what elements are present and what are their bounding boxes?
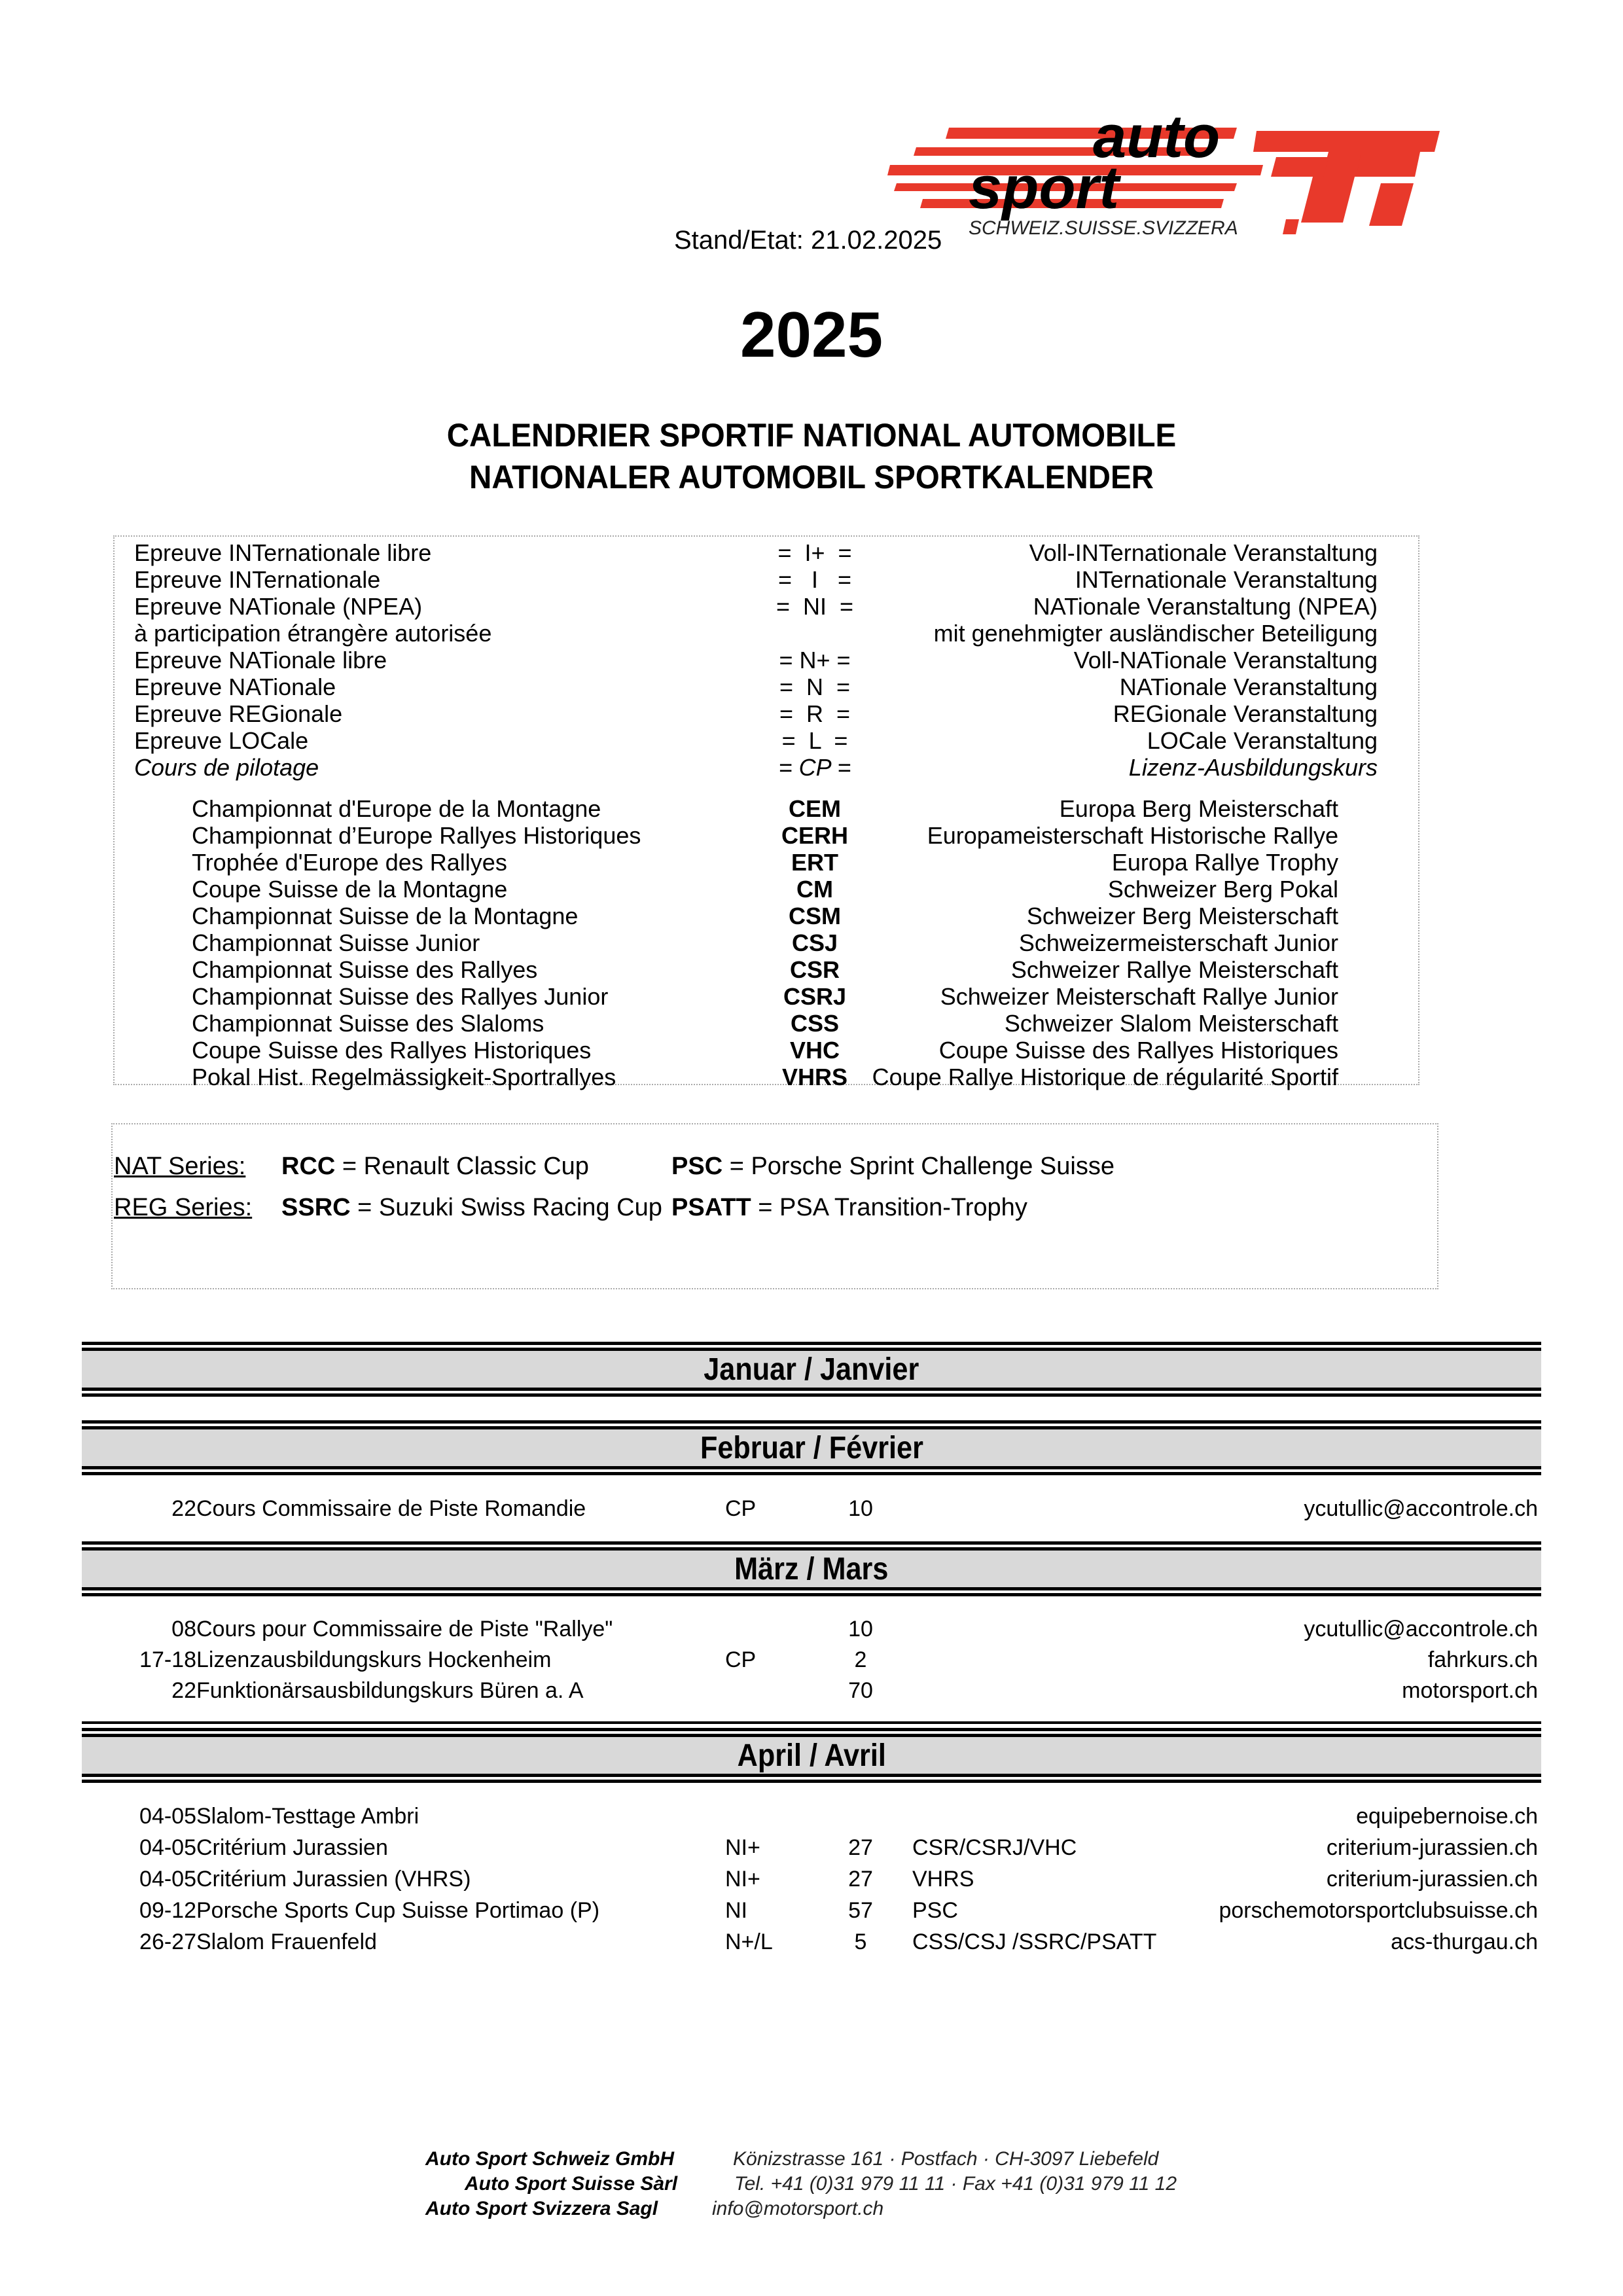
series-text: = Porsche Sprint Challenge Suisse [722, 1153, 1115, 1180]
championship-fr: Championnat d’Europe Rallyes Historiques [192, 822, 641, 849]
category-de: Voll-NATionale Veranstaltung [1073, 647, 1378, 673]
event-row [0, 1833, 1623, 1863]
championship-code: CSM [789, 903, 841, 929]
category-fr: Epreuve REGionale [134, 700, 343, 727]
event-row [0, 1801, 1623, 1831]
championship-fr: Championnat Suisse des Rallyes [192, 956, 538, 983]
category-row [115, 700, 1418, 727]
month-band [82, 1429, 1541, 1466]
event-row [0, 1895, 1623, 1926]
event-date: 09-12 [139, 1898, 196, 1923]
event-date: 22 [171, 1678, 196, 1703]
category-code: = I+ = [777, 539, 852, 566]
event-row [0, 1927, 1623, 1957]
event-row [0, 1614, 1623, 1644]
divider-line [82, 1393, 1541, 1397]
status-date: Stand/Etat: 21.02.2025 [674, 226, 942, 255]
series-code: RCC [281, 1153, 336, 1180]
divider-line [82, 1388, 1541, 1391]
event-name: Cours pour Commissaire de Piste "Rallye" [196, 1617, 613, 1641]
event-date: 26-27 [139, 1929, 196, 1954]
month-header [82, 1728, 1541, 1783]
event-series: CSS/CSJ /SSRC/PSATT [912, 1929, 1157, 1954]
reg-series-b [671, 1192, 1027, 1223]
footer-company: Auto Sport Schweiz GmbH [425, 2148, 675, 2170]
category-row [115, 593, 1418, 620]
championship-fr: Championnat Suisse des Rallyes Junior [192, 983, 609, 1010]
championship-fr: Championnat d'Europe de la Montagne [192, 795, 601, 822]
auto-sport-logo [870, 111, 1459, 242]
year-title: 2025 [740, 298, 883, 370]
championship-de: Coupe Suisse des Rallyes Historiques [938, 1037, 1338, 1064]
championship-de: Schweizer Slalom Meisterschaft [1004, 1010, 1338, 1037]
event-category: N+/L [725, 1929, 773, 1954]
championship-row [115, 876, 1418, 903]
nat-series-b [671, 1151, 1115, 1182]
month-band [82, 1351, 1541, 1388]
month-title: Januar / Janvier [704, 1352, 919, 1387]
category-fr: Epreuve INTernationale [134, 566, 381, 593]
reg-series-a [281, 1192, 662, 1223]
category-row [115, 727, 1418, 754]
nat-series-a [281, 1151, 589, 1182]
footer-contact: Tel. +41 (0)31 979 11 11 · Fax +41 (0)31 979 11 12 [734, 2173, 1177, 2195]
footer-contact: info@motorsport.ch [712, 2198, 884, 2219]
event-website[interactable]: equipebernoise.ch [1356, 1804, 1538, 1829]
month-header [82, 1342, 1541, 1397]
category-code: = I = [777, 566, 852, 593]
category-row [115, 647, 1418, 673]
footer [425, 2147, 1211, 2225]
championship-row [115, 849, 1418, 876]
championship-code: VHRS [781, 1064, 848, 1090]
month-header [82, 1420, 1541, 1475]
championship-de: Schweizer Berg Pokal [1107, 876, 1338, 903]
divider-line [82, 1721, 1541, 1724]
championship-fr: Coupe Suisse de la Montagne [192, 876, 508, 903]
event-number: 57 [848, 1898, 873, 1923]
event-date: 04-05 [139, 1804, 196, 1829]
category-row [115, 566, 1418, 593]
event-category: NI+ [725, 1867, 760, 1892]
championship-code: CSS [790, 1010, 840, 1037]
event-number: 70 [848, 1678, 873, 1703]
event-series: CSR/CSRJ/VHC [912, 1835, 1077, 1860]
category-de: NATionale Veranstaltung (NPEA) [1033, 593, 1378, 620]
event-category: NI+ [725, 1835, 760, 1860]
championship-code: CEM [789, 795, 841, 822]
series-text: = PSA Transition-Trophy [751, 1194, 1027, 1221]
event-name: Critérium Jurassien [196, 1835, 388, 1860]
page-title-de: NATIONALER AUTOMOBIL SPORTKALENDER [469, 459, 1154, 495]
event-website[interactable]: motorsport.ch [1402, 1678, 1538, 1703]
month-band [82, 1551, 1541, 1587]
event-category: CP [725, 1496, 757, 1521]
championship-fr: Trophée d'Europe des Rallyes [192, 849, 507, 876]
page-title-fr: CALENDRIER SPORTIF NATIONAL AUTOMOBILE [446, 417, 1177, 454]
series-box [111, 1123, 1438, 1289]
nat-series-row [113, 1151, 1437, 1182]
event-date: 04-05 [139, 1835, 196, 1860]
logo-word-sport: sport [969, 154, 1119, 221]
category-fr: Epreuve INTernationale libre [134, 539, 432, 566]
category-fr: Epreuve NATionale (NPEA) [134, 593, 423, 620]
championship-code: CSJ [791, 929, 838, 956]
championship-fr: Championnat Suisse Junior [192, 929, 480, 956]
divider-line [82, 1780, 1541, 1783]
event-date: 08 [171, 1617, 196, 1641]
category-de: REGionale Veranstaltung [1113, 700, 1378, 727]
event-number: 10 [848, 1496, 873, 1521]
event-name: Slalom Frauenfeld [196, 1929, 377, 1954]
event-name: Lizenzausbildungskurs Hockenheim [196, 1647, 552, 1672]
championship-code: CM [796, 876, 833, 903]
month-title: Februar / Février [700, 1431, 923, 1465]
series-code: PSATT [671, 1194, 751, 1221]
event-number: 10 [848, 1617, 873, 1641]
series-code: PSC [671, 1153, 723, 1180]
divider-line [82, 1587, 1541, 1590]
series-code: SSRC [281, 1194, 351, 1221]
footer-contact: Könizstrasse 161 · Postfach · CH-3097 Liebefeld [733, 2148, 1159, 2170]
month-title: März / Mars [734, 1552, 889, 1587]
championship-fr: Championnat Suisse de la Montagne [192, 903, 579, 929]
footer-company: Auto Sport Suisse Sàrl [465, 2173, 678, 2195]
category-de: Lizenz-Ausbildungskurs [1128, 754, 1378, 781]
championship-row [115, 903, 1418, 929]
category-row [115, 620, 1418, 647]
championship-row [115, 1010, 1418, 1037]
category-de: Voll-INTernationale Veranstaltung [1029, 539, 1378, 566]
category-code: = R = [779, 700, 851, 727]
championship-row [115, 795, 1418, 822]
divider-line [82, 1466, 1541, 1469]
event-series: VHRS [912, 1867, 974, 1892]
event-website[interactable]: ycutullic@accontrole.ch [1304, 1617, 1538, 1641]
championship-de: Schweizermeisterschaft Junior [1018, 929, 1338, 956]
category-code: = CP = [778, 754, 851, 781]
category-code: = N = [779, 673, 851, 700]
legend-box [113, 535, 1419, 1090]
championship-row [115, 1037, 1418, 1064]
championship-de: Europameisterschaft Historische Rallye [927, 822, 1338, 849]
event-website[interactable]: acs-thurgau.ch [1391, 1929, 1538, 1954]
championship-de: Coupe Rallye Historique de régularité Sportif [872, 1064, 1338, 1090]
reg-series-label: REG Series: [114, 1194, 253, 1221]
divider-line [82, 1593, 1541, 1596]
category-row [115, 539, 1418, 566]
event-row [0, 1676, 1623, 1706]
divider-line [82, 1541, 1541, 1545]
event-name: Slalom-Testtage Ambri [196, 1804, 419, 1829]
divider-line [82, 1728, 1541, 1731]
event-category: CP [725, 1647, 757, 1672]
event-name: Cours Commissaire de Piste Romandie [196, 1496, 586, 1521]
event-website[interactable]: porschemotorsportclubsuisse.ch [1219, 1898, 1538, 1923]
category-code: = L = [781, 727, 848, 754]
event-row [0, 1494, 1623, 1524]
divider-line [82, 1342, 1541, 1345]
championship-code: CSRJ [783, 983, 847, 1010]
series-text: = Renault Classic Cup [335, 1153, 589, 1180]
logo-graphic [870, 111, 1459, 242]
category-de: LOCale Veranstaltung [1147, 727, 1378, 754]
championship-de: Schweizer Meisterschaft Rallye Junior [940, 983, 1338, 1010]
category-fr: Epreuve NATionale libre [134, 647, 387, 673]
nat-series-label: NAT Series: [114, 1153, 246, 1180]
series-text: = Suzuki Swiss Racing Cup [350, 1194, 662, 1221]
month-header [82, 1541, 1541, 1596]
event-number: 27 [848, 1835, 873, 1860]
category-row [115, 673, 1418, 700]
category-de: NATionale Veranstaltung [1119, 673, 1378, 700]
championship-fr: Championnat Suisse des Slaloms [192, 1010, 544, 1037]
event-name: Funktionärsausbildungskurs Büren a. A [196, 1678, 584, 1703]
championship-row [115, 822, 1418, 849]
reg-series-row [113, 1192, 1437, 1223]
category-de: mit genehmigter ausländischer Beteiligung [933, 620, 1378, 647]
event-website[interactable]: criterium-jurassien.ch [1326, 1835, 1538, 1860]
championship-code: CSR [789, 956, 840, 983]
category-code: = N+ = [779, 647, 851, 673]
championship-row [115, 983, 1418, 1010]
championship-de: Europa Rallye Trophy [1111, 849, 1338, 876]
category-code: = NI = [776, 593, 854, 620]
event-website[interactable]: fahrkurs.ch [1427, 1647, 1538, 1672]
event-row [0, 1645, 1623, 1675]
championship-code: CERH [781, 822, 848, 849]
event-name: Porsche Sports Cup Suisse Portimao (P) [196, 1898, 600, 1923]
championship-fr: Pokal Hist. Regelmässigkeit-Sportrallyes [192, 1064, 616, 1090]
championship-de: Europa Berg Meisterschaft [1059, 795, 1338, 822]
championship-row [115, 1064, 1418, 1090]
category-fr: à participation étrangère autorisée [134, 620, 492, 647]
footer-company: Auto Sport Svizzera Sagl [425, 2198, 658, 2219]
event-number: 2 [854, 1647, 867, 1672]
category-fr: Epreuve NATionale [134, 673, 336, 700]
logo-word-auto: auto [1093, 111, 1221, 170]
championship-row [115, 956, 1418, 983]
category-de: INTernationale Veranstaltung [1075, 566, 1378, 593]
divider-line [82, 1774, 1541, 1777]
championship-de: Schweizer Rallye Meisterschaft [1010, 956, 1338, 983]
divider-line [82, 1420, 1541, 1424]
month-title: April / Avril [737, 1738, 886, 1773]
divider-line [82, 1472, 1541, 1475]
championship-code: VHC [789, 1037, 840, 1064]
event-date: 04-05 [139, 1867, 196, 1892]
event-number: 27 [848, 1867, 873, 1892]
event-row [0, 1864, 1623, 1894]
logo-red-square [1283, 219, 1299, 234]
championship-code: ERT [791, 849, 838, 876]
logo-tagline: SCHWEIZ.SUISSE.SVIZZERA [969, 217, 1238, 239]
event-name: Critérium Jurassien (VHRS) [196, 1867, 471, 1892]
month-band [82, 1737, 1541, 1774]
category-fr: Cours de pilotage [134, 754, 319, 781]
event-number: 5 [854, 1929, 867, 1954]
event-category: NI [725, 1898, 747, 1923]
event-date: 17-18 [139, 1647, 196, 1672]
event-website[interactable]: criterium-jurassien.ch [1326, 1867, 1538, 1892]
event-website[interactable]: ycutullic@accontrole.ch [1304, 1496, 1538, 1521]
championship-row [115, 929, 1418, 956]
championship-de: Schweizer Berg Meisterschaft [1026, 903, 1338, 929]
category-fr: Epreuve LOCale [134, 727, 309, 754]
event-date: 22 [171, 1496, 196, 1521]
category-row [115, 754, 1418, 781]
event-series: PSC [912, 1898, 958, 1923]
championship-fr: Coupe Suisse des Rallyes Historiques [192, 1037, 592, 1064]
